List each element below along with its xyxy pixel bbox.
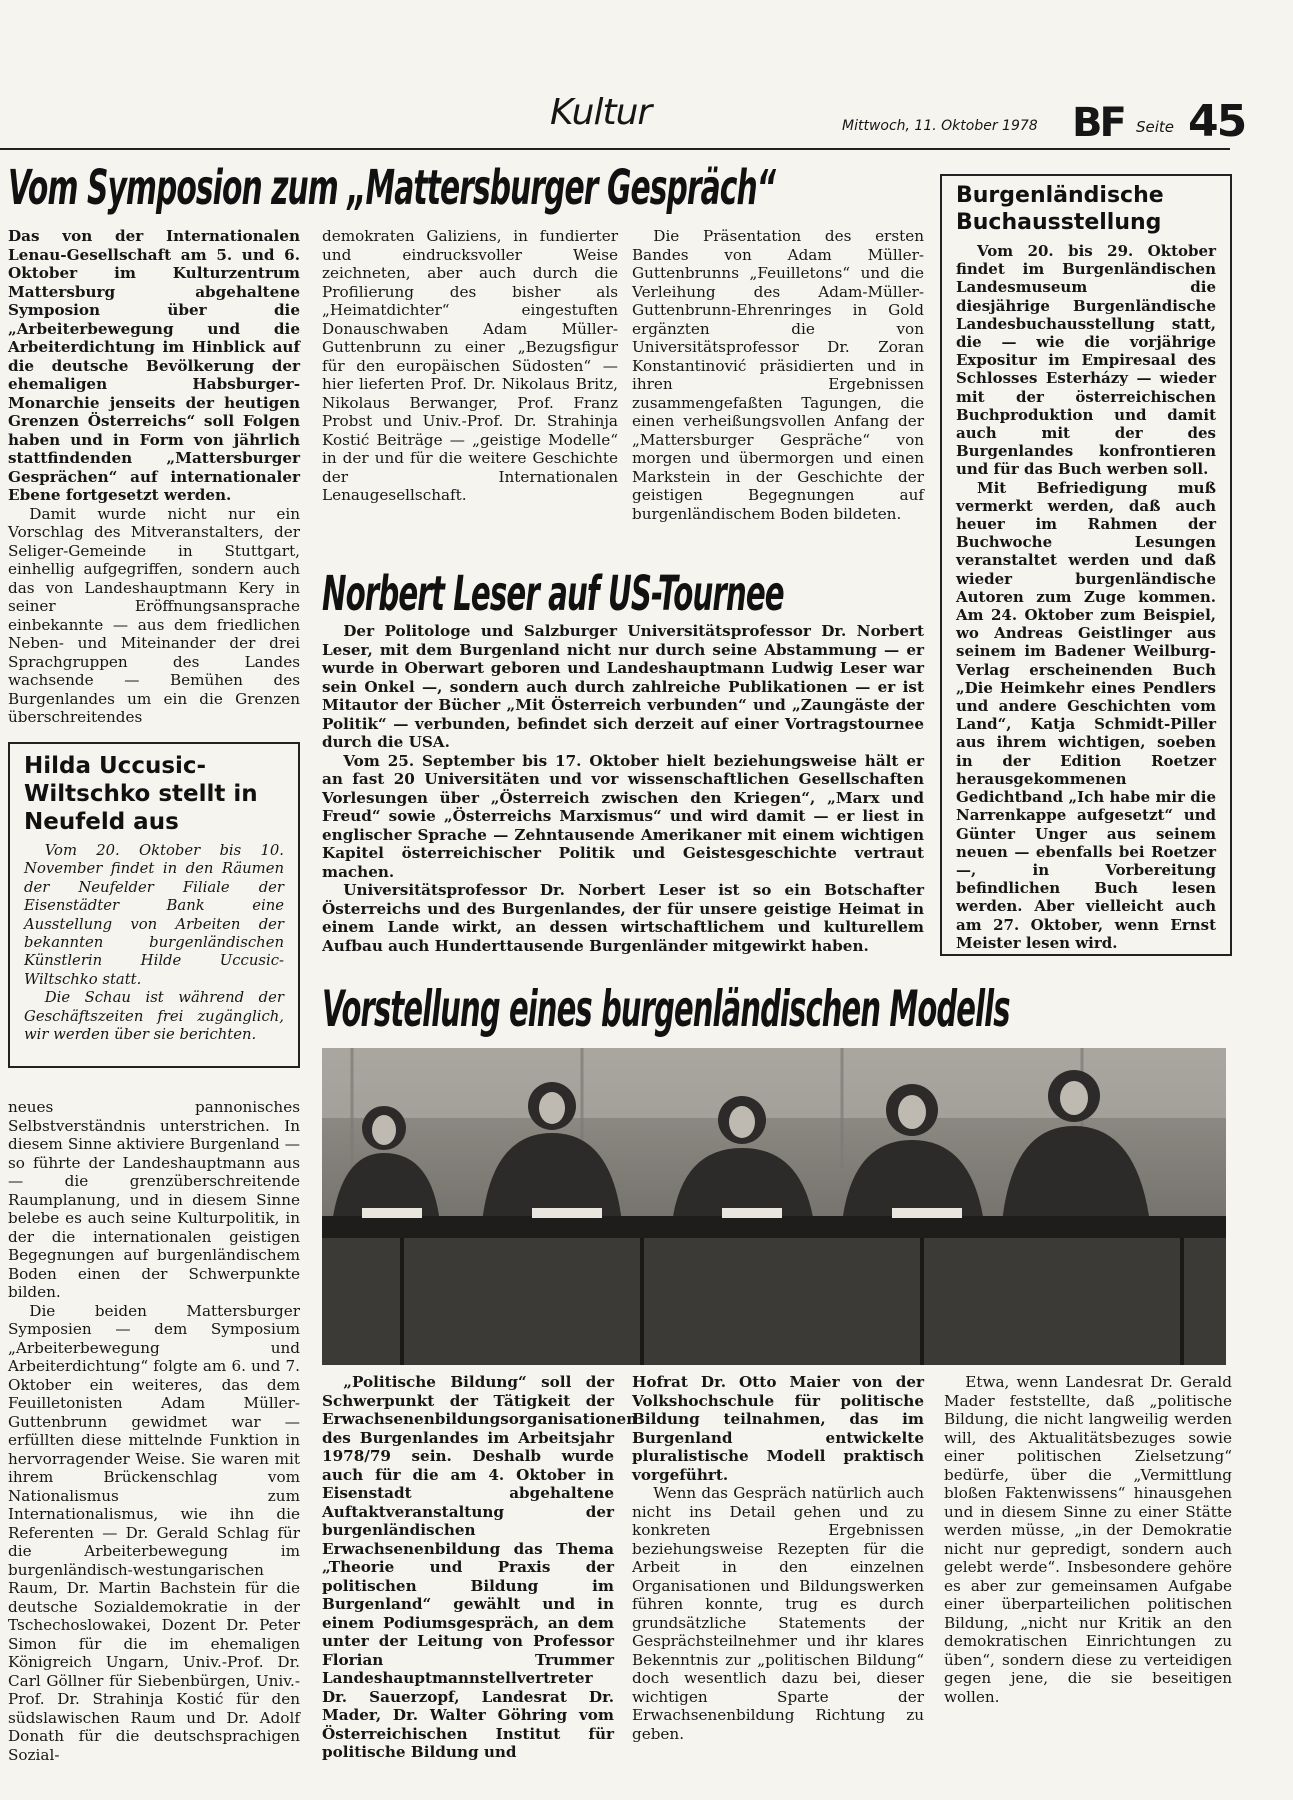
article3-paragraph: Wenn das Gespräch natürlich auch nicht ins Detail gehen und zu konkreten Ergebnissen beziehungsweise Rezepten für die Arbeit in den einzelnen Organisationen und Bildungswerken führen konnte, trug es durch grundsätzliche Statements der Gesprächsteilnehmer und ihr klares Bekenntnis zur „politischen Bildung“ doch wesentlich dazu bei, dieser wichtigen Sparte der Erwachsenenbildung Richtung zu geben.: [632, 1484, 924, 1743]
podium-photo: [322, 1048, 1226, 1365]
article1-paragraph: Die beiden Mattersburger Symposien — dem Symposium „Arbeiterbewegung und Arbeiterdichtung“ folgte am 6. und 7. Oktober ein weiteres, das dem Feuilletonisten Adam Müller-Guttenbrunn gewidmet war — erfüllten diese mittelnde Funktion in hervorragender Weise. Sie waren mit ihrem Brückenschlag vom Nationalismus zum Internationalismus, wie ihn die Referenten — Dr. Gerald Schlag für die Arbeiterbewegung im burgenländisch-westungarischen Raum, Dr. Martin Bachstein für die deutsche Sozialdemokratie in der Tschechoslowakei, Dozent Dr. Peter Simon für die im ehemaligen Königreich Ungarn, Univ.-Prof. Dr. Carl Göllner für Siebenbürgen, Univ.-Prof. Dr. Strahinja Kostić für den südslawischen Raum und Dr. Adolf Donath für die deutschsprachigen Sozial-: [8, 1301, 300, 1764]
article3-paragraph: Hofrat Dr. Otto Maier von der Volkshochschule für politische Bildung teilnahmen, das im Burgenland entwickelte pluralistische Modell praktisch vorgeführt.: [632, 1373, 924, 1484]
article3-headline: Vorstellung eines burgenländischen Modells: [322, 980, 1010, 1038]
article1-column1: [8, 227, 300, 727]
article2-headline: Norbert Leser auf US-Tournee: [322, 566, 784, 622]
sidebar-buchausstellung-title: Burgenländische Buchausstellung: [956, 183, 1164, 235]
article3-paragraph: Etwa, wenn Landesrat Dr. Gerald Mader feststellte, daß „politische Bildung, die nicht langweilig werden will, des Aktualitätsbezuges sowie einer politischen Zielsetzung“ bedürfe, über die „Vermittlung bloßen Faktenwissens“ hinausgehen und in diesem Sinne zu einer Stätte werden müsse, „in der Demokratie nicht nur gepredigt, sondern auch gelebt werde“. Insbesondere gehöre es aber zur gemeinsamen Aufgabe einer überparteilichen politischen Bildung, „nicht nur Kritik an den demokratischen Einrichtungen zu üben“, sondern diese zu verteidigen gegen jene, die sie beseitigen wollen.: [944, 1373, 1232, 1706]
article3-column3: [944, 1373, 1232, 1706]
article3-paragraph: „Politische Bildung“ soll der Schwerpunkt der Tätigkeit der Erwachsenenbildungsorganisationen des Burgenlandes im Arbeitsjahr 1978/79 sein. Deshalb wurde auch für die am 4. Oktober in Eisenstadt abgehaltene Auftaktveranstaltung der burgenländischen Erwachsenenbildung das Thema „Theorie und Praxis der politischen Bildung im Burgenland“ gewählt und in einem Podiumsgespräch, an dem unter der Leitung von Professor Florian Trummer Landeshauptmannstellvertreter Dr. Sauerzopf, Landesrat Dr. Mader, Dr. Walter Göhring vom Österreichischen Institut für politische Bildung und: [322, 1373, 638, 1761]
article1-lead: Das von der Internationalen Lenau-Gesellschaft am 5. und 6. Oktober im Kulturzentrum Mattersburg abgehaltene Symposion über die „Arbeiterbewegung und die Arbeiterdichtung im Hinblick auf die deutsche Bevölkerung der ehemaligen Habsburger-Monarchie jenseits der heutigen Grenzen Österreichs“ soll Folgen haben und in Form von jährlich stattfindenden „Mattersburger Gesprächen“ auf internationaler Ebene fortgesetzt werden.: [8, 227, 300, 504]
issue-date: Mittwoch, 11. Oktober 1978: [842, 118, 1038, 134]
sidebar-hilda-paragraph: Die Schau ist während der Geschäftszeiten frei zugänglich, wir werden über sie berichten.: [24, 989, 284, 1044]
sidebar-buchausstellung-paragraph: Vom 20. bis 29. Oktober findet im Burgenländischen Landesmuseum die diesjährige Burgenländische Landesbuchausstellung statt, die — wie die vorjährige Expositur im Empiresaal des Schlosses Esterházy — wieder mit der österreichischen Buchproduktion und damit auch mit der des Burgenlandes konfrontieren und für das Buch werben soll.: [956, 242, 1216, 479]
header-rule: [0, 148, 1230, 150]
article1-column2: [322, 227, 618, 505]
article1-paragraph: Die Präsentation des ersten Bandes von Adam Müller-Guttenbrunns „Feuilletons“ und die Verleihung des Adam-Müller-Guttenbrunn-Ehrenringes in Gold ergänzten die von Universitätsprofessor Dr. Zoran Konstantinović präsidierten und in ihren Ergebnissen zusammengefaßten Tagungen, die einen verheißungsvollen Anfang der „Mattersburger Gespräche“ von morgen und übermorgen und einen Markstein in der Geschichte der geistigen Begegnungen auf burgenländischem Boden bildeten.: [632, 227, 924, 523]
sidebar-hilda: [8, 742, 300, 1068]
article2-paragraph: Universitätsprofessor Dr. Norbert Leser ist so ein Botschafter Österreichs und des Burgenlandes, der für unsere geistige Heimat in einem Lande wirkt, an dessen wirtschaftlichem und kulturellem Aufbau auch Hunderttausende Burgenländer mitgewirkt haben.: [322, 881, 924, 955]
article1-paragraph: neues pannonisches Selbstverständnis unterstrichen. In diesem Sinne aktiviere Burgenland — so führte der Landeshauptmann aus — die grenzüberschreitende Raumplanung, und in diesem Sinne belebe es auch seine Kulturpolitik, in der die internationalen geistigen Begegnungen auf burgenländischem Boden einen der Schwerpunkte bilden.: [8, 1098, 300, 1301]
article1-paragraph: demokraten Galiziens, in fundierter und eindrucksvoller Weise zeichneten, aber auch durch die Profilierung des bisher als „Heimatdichter“ eingestuften Donauschwaben Adam Müller-Guttenbrunn zu einer „Bezugsfigur für den europäischen Südosten“ — hier lieferten Prof. Dr. Nikolaus Britz, Nikolaus Berwanger, Prof. Franz Probst und Univ.-Prof. Dr. Strahinja Kostić Beiträge — „geistige Modelle“ in der und für die weitere Geschichte der Internationalen Lenaugesellschaft.: [322, 227, 618, 504]
article1-continuation: [8, 1098, 300, 1764]
article2-body: [322, 622, 924, 955]
article1-column3: [632, 227, 924, 523]
sidebar-hilda-paragraph: Vom 20. Oktober bis 10. November findet in den Räumen der Neufelder Filiale der Eisenstädter Bank eine Ausstellung von Arbeiten der bekannten burgenländischen Künstlerin Hilde Uccusic-Wiltschko statt.: [24, 842, 284, 988]
sidebar-hilda-title: Hilda Uccusic-Wiltschko stellt in Neufeld aus: [24, 753, 258, 835]
article1-paragraph: Damit wurde nicht nur ein Vorschlag des Mitveranstalters, der Seliger-Gemeinde in Stuttgart, einhellig aufgegriffen, sondern auch das von Landeshauptmann Kery in seiner Eröffnungsansprache einbekannte — aus dem friedlichen Neben- und Miteinander der drei Sprachgruppen des Landes wachsende — Bemühen des Burgenlandes um ein die Grenzen überschreitendes: [8, 504, 300, 726]
podium-photo-image: [322, 1048, 1226, 1365]
section-title: Kultur: [550, 92, 652, 133]
article3-column2: [632, 1373, 924, 1743]
page-number: 45: [1188, 96, 1246, 147]
sidebar-buchausstellung: [940, 174, 1232, 956]
article1-headline: Vom Symposion zum „Mattersburger Gespräch“: [8, 160, 775, 216]
newspaper-logo: BF: [1072, 100, 1124, 146]
article3-column1: [322, 1373, 638, 1762]
article2-paragraph: Der Politologe und Salzburger Universitätsprofessor Dr. Norbert Leser, mit dem Burgenland nicht nur durch seine Abstammung — er wurde in Oberwart geboren und Landeshauptmann Ludwig Leser war sein Onkel —, sondern auch durch zahlreiche Publikationen — er ist Mitautor der Bücher „Mit Österreich verbunden“ und „Zaungäste der Politik“ — verbunden, befindet sich derzeit auf einer Vortragstournee durch die USA.: [322, 622, 924, 751]
article2-paragraph: Vom 25. September bis 17. Oktober hielt beziehungsweise hält er an fast 20 Universitäten und vor wissenschaftlichen Gesellschaften Vorlesungen über „Österreich zwischen den Kriegen“, „Marx und Freud“ sowie „Österreichs Marxismus“ und wird damit — er liest in englischer Sprache — Zehntausende Amerikaner mit einem wichtigen Kapitel österreichischer Politik und Geistesgeschichte vertraut machen.: [322, 751, 924, 881]
page-label: Seite: [1136, 118, 1175, 136]
sidebar-buchausstellung-paragraph: Mit Befriedigung muß vermerkt werden, daß auch heuer im Rahmen der Buchwoche Lesungen veranstaltet werden und daß wieder burgenländische Autoren zum Zuge kommen. Am 24. Oktober zum Beispiel, wo Andreas Geistlinger aus seinem im Badener Weilburg-Verlag erscheinenden Buch „Die Heimkehr eines Pendlers und andere Geschichten vom Land“, Katja Schmidt-Piller aus ihrem wichtigen, soeben in der Edition Roetzer herausgekommenen Gedichtband „Ich habe mir die Narrenkappe aufgesetzt“ und Günter Unger aus seinem neuen — ebenfalls bei Roetzer —, in Vorbereitung befindlichen Buch lesen werden. Aber vielleicht auch am 27. Oktober, wenn Ernst Meister lesen wird.: [956, 478, 1216, 952]
